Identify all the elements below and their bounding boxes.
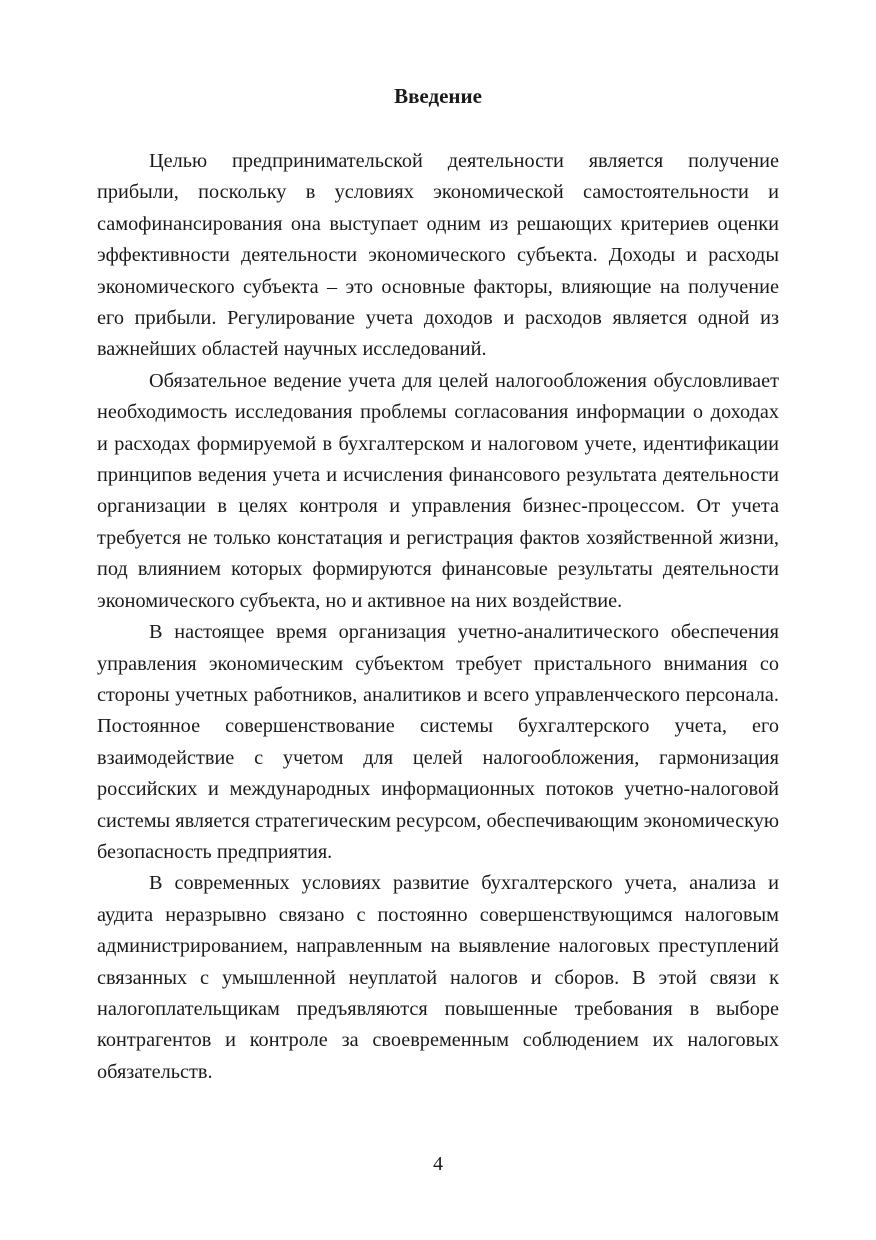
- paragraph-1: Целью предпринимательской деятельности является получение прибыли, поскольку в условиях экономической самостоятельности и самофинансирования она выступает одним из решающих критериев оценки эффективности деятельности экономического субъекта. Доходы и расходы экономического субъекта – это основные факторы, влияющие на получение его прибыли. Регулирование учета доходов и расходов является одной из важнейших областей научных исследований.: [97, 150, 779, 361]
- section-title: Введение: [394, 84, 482, 108]
- paragraph-3: В настоящее время организация учетно-аналитического обеспечения управления экономическим субъектом требует пристального внимания со стороны учетных работников, аналитиков и всего управленческого персонала. Постоянное совершенствование системы бухгалтерского учета, его взаимодействие с учетом для целей налогообложения, гармонизация российских и международных информационных потоков учетно-налоговой системы является стратегическим ресурсом, обеспечивающим экономическую безопасность предприятия.: [97, 621, 779, 863]
- page-number: 4: [433, 1153, 443, 1175]
- paragraph-4: В современных условиях развитие бухгалтерского учета, анализа и аудита неразрывно связано с постоянно совершенствующимся налоговым администрированием, направленным на выявление налоговых преступлений связанных с умышленной неуплатой налогов и сборов. В этой связи к налогоплательщикам предъявляются повышенные требования в выборе контрагентов и контроле за своевременным соблюдением их налоговых обязательств.: [97, 872, 779, 1083]
- body-text: [97, 146, 779, 1088]
- paragraph-2: Обязательное ведение учета для целей налогообложения обусловливает необходимость исследования проблемы согласования информации о доходах и расходах формируемой в бухгалтерском и налоговом учете, идентификации принципов ведения учета и исчисления финансового результата деятельности организации в целях контроля и управления бизнес-процессом. От учета требуется не только констатация и регистрация фактов хозяйственной жизни, под влиянием которых формируются финансовые результаты деятельности экономического субъекта, но и активное на них воздействие.: [97, 369, 779, 612]
